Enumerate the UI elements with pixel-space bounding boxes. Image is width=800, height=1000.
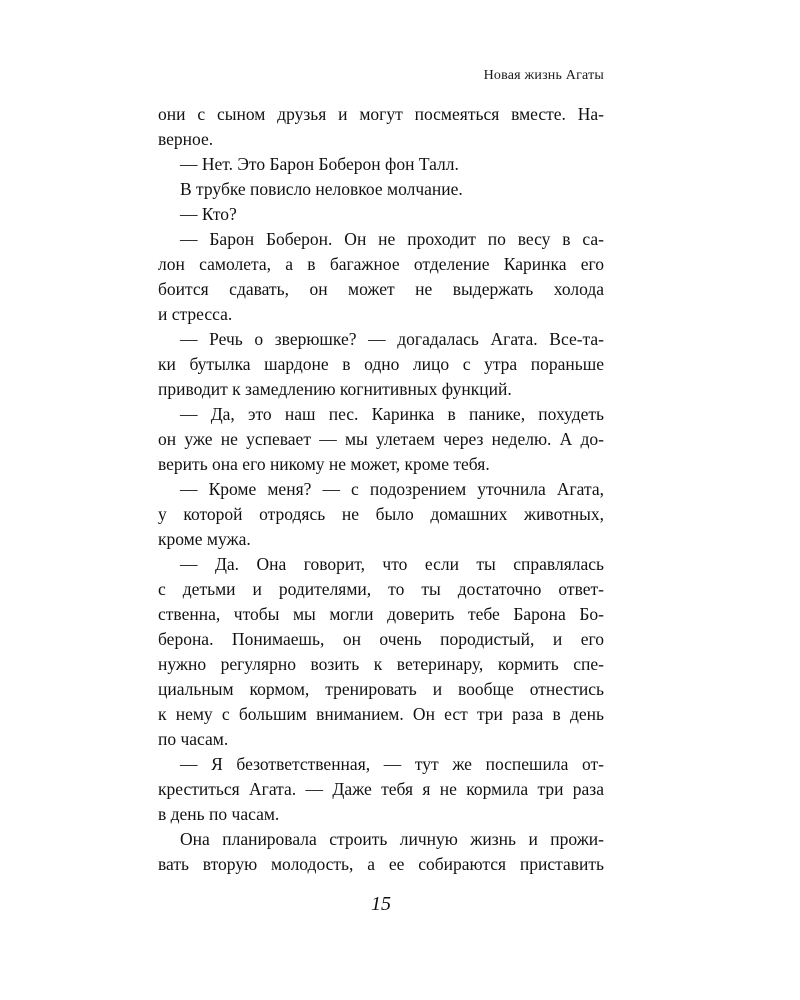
text-line: — Кроме меня? — с подозрением уточнила Агата, [180, 479, 604, 499]
text-line: боится сдавать, он может не выдержать холода [158, 279, 604, 299]
text-line: вать вторую молодость, а ее собираются приставить [158, 854, 604, 874]
text-line: — Нет. Это Барон Боберон фон Талл. [180, 154, 459, 174]
text-line: ственна, чтобы мы могли доверить тебе Барона Бо- [158, 604, 604, 624]
text-line: — Да. Она говорит, что если ты справлялась [180, 554, 604, 574]
text-line: — Речь о зверюшке? — догадалась Агата. Все-та- [180, 329, 604, 349]
text-line: — Да, это наш пес. Каринка в панике, похудеть [180, 404, 604, 424]
text-line: — Кто? [180, 204, 237, 224]
text-line: с детьми и родителями, то ты достаточно ответ- [158, 579, 604, 599]
text-line: — Барон Боберон. Он не проходит по весу в са- [180, 229, 604, 249]
text-line: верить она его никому не может, кроме тебя. [158, 454, 490, 474]
text-line: и стресса. [158, 304, 233, 324]
text-line: к нему с большим вниманием. Он ест три раза в день [158, 704, 604, 724]
text-line: они с сыном друзья и могут посмеяться вместе. На- [158, 104, 604, 124]
text-line: креститься Агата. — Даже тебя я не кормила три раза [158, 779, 604, 799]
text-line: он уже не успевает — мы улетаем через неделю. А до- [158, 429, 604, 449]
text-line: ки бутылка шардоне в одно лицо с утра пораньше [158, 354, 604, 374]
text-line: кроме мужа. [158, 529, 251, 549]
text-line: Она планировала строить личную жизнь и прожи- [180, 829, 604, 849]
text-line: у которой отродясь не было домашних животных, [158, 504, 604, 524]
text-line: верное. [158, 129, 214, 149]
text-line: циальным кормом, тренировать и вообще отнестись [158, 679, 604, 699]
text-line: по часам. [158, 729, 229, 749]
body-text [158, 102, 604, 877]
text-line: в день по часам. [158, 804, 280, 824]
text-line: берона. Понимаешь, он очень породистый, и его [158, 629, 604, 649]
page-number: 15 [371, 893, 391, 915]
running-head: Новая жизнь Агаты [483, 68, 604, 83]
text-line: — Я безответственная, — тут же поспешила от- [180, 754, 604, 774]
text-line: В трубке повисло неловкое молчание. [180, 179, 463, 199]
text-line: нужно регулярно возить к ветеринару, кормить спе- [158, 654, 604, 674]
text-line: лон самолета, а в багажное отделение Каринка его [158, 254, 604, 274]
text-line: приводит к замедлению когнитивных функций. [158, 379, 512, 399]
